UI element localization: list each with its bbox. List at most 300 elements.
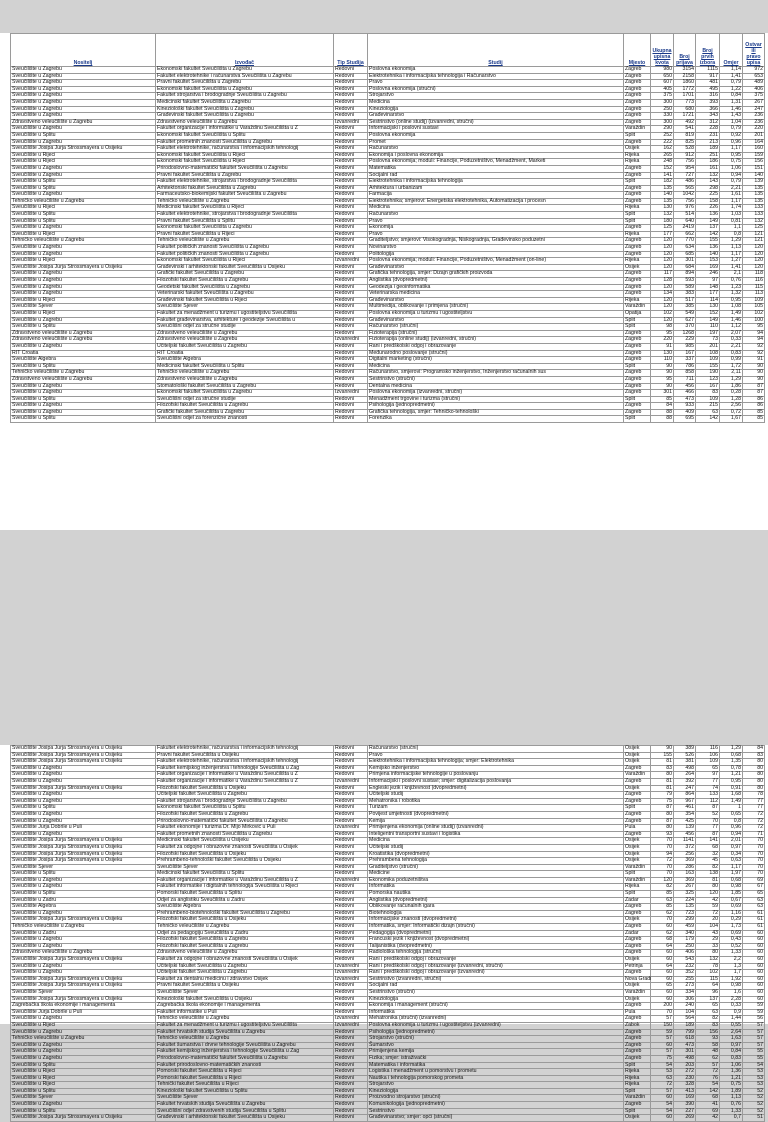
cell-izvodac: Sveučilište Sjever	[156, 989, 334, 996]
cell-ostvarili-upisa: 125	[743, 225, 765, 232]
cell-studij: Računarstvo, smjerovi: Programsko inženjerstvo, Inženjerstvo računalnih sus	[368, 370, 624, 377]
cell-studij: Radiološka tehnologija (stručni)	[368, 950, 624, 957]
cell-prvih-izbora: 225	[696, 192, 720, 199]
cell-prvih-izbora: 1115	[696, 67, 720, 74]
cell-studij: Strojarstvo (stručni)	[368, 1036, 624, 1043]
cell-mjesto: Zagreb	[624, 409, 651, 416]
cell-omjer: 1,67	[720, 416, 743, 423]
cell-ostvarili-upisa: 71	[743, 831, 765, 838]
cell-upisna-kvota: 84	[651, 403, 674, 410]
cell-studij: Pravo	[368, 231, 624, 238]
cell-studij: Geodezija i geoinformatika	[368, 284, 624, 291]
cell-izvodac: Prirodoslovno-matematički fakultet Sveučilišta u Zagrebu	[156, 1055, 334, 1062]
cell-prvih-izbora: 72	[696, 1069, 720, 1076]
cell-studij: Računarstvo	[368, 212, 624, 219]
cell-broj-prijava: 230	[674, 1075, 696, 1082]
cell-ostvarili-upisa: 60	[743, 989, 765, 996]
header-omjer[interactable]: Omjer	[720, 34, 743, 67]
cell-ostvarili-upisa: 65	[743, 891, 765, 898]
cell-izvodac: Fakultet organizacije i informatike u Varaždinu Sveučilišta u Z	[156, 772, 334, 779]
cell-izvodac: Grafički fakultet Sveučilišta u Zagrebu	[156, 409, 334, 416]
cell-studij: Građevinarstvo	[368, 317, 624, 324]
cell-upisna-kvota: 102	[651, 310, 674, 317]
cell-nositelj: Zdravstveno veleučilište u Zagrebu	[11, 950, 156, 957]
cell-studij: Sestrinstvo (online studij) (izvanredni, stručni)	[368, 119, 624, 126]
cell-nositelj: Sveučilište Josipa Jurja Strossmayera u Osijeku	[11, 858, 156, 865]
cell-izvodac: Fakultet elektrotehnike, računarstva i informacijskih tehnologij	[156, 146, 334, 153]
cell-omjer: 0,55	[720, 1022, 743, 1029]
cell-prvih-izbora: 136	[696, 245, 720, 252]
cell-upisna-kvota: 405	[651, 86, 674, 93]
cell-ostvarili-upisa: 94	[743, 330, 765, 337]
cell-nositelj: Sveučilište u Zagrebu	[11, 251, 156, 258]
cell-tip-studija: Izvanredni	[334, 258, 368, 265]
cell-mjesto: Split	[624, 179, 651, 186]
cell-prvih-izbora: 393	[696, 99, 720, 106]
cell-broj-prijava: 723	[674, 910, 696, 917]
cell-omjer: 0,52	[720, 943, 743, 950]
cell-prvih-izbora: 68	[696, 1095, 720, 1102]
cell-studij: Elektrotehnika i informacijska tehnologija	[368, 179, 624, 186]
cell-omjer: 0,75	[720, 1082, 743, 1089]
cell-ostvarili-upisa: 60	[743, 976, 765, 983]
cell-broj-prijava: 514	[674, 212, 696, 219]
cell-omjer: 1,72	[720, 363, 743, 370]
cell-mjesto: Osijek	[624, 264, 651, 271]
cell-omjer: 0,68	[720, 752, 743, 759]
cell-broj-prijava: 227	[674, 1108, 696, 1115]
cell-ostvarili-upisa: 132	[743, 218, 765, 225]
cell-upisna-kvota: 64	[651, 943, 674, 950]
cell-izvodac: Tehnički fakultet Sveučilišta u Rijeci	[156, 1082, 334, 1089]
cell-studij: Fizioterapija (online studij) (izvanredni, stručni)	[368, 337, 624, 344]
cell-omjer: 0,33	[720, 1003, 743, 1010]
cell-prvih-izbora: 155	[696, 363, 720, 370]
cell-ostvarili-upisa: 121	[743, 238, 765, 245]
cell-ostvarili-upisa: 60	[743, 970, 765, 977]
cell-omjer: 1,21	[720, 1075, 743, 1082]
cell-nositelj: Sveučilište u Rijeci	[11, 205, 156, 212]
cell-ostvarili-upisa: 57	[743, 1029, 765, 1036]
cell-tip-studija: Redovni	[334, 884, 368, 891]
cell-nositelj: Sveučilište u Zagrebu	[11, 772, 156, 779]
cell-broj-prijava: 756	[674, 198, 696, 205]
cell-izvodac: Fakultet elektrotehnike, računarstva i informacijskih tehnologij	[156, 746, 334, 753]
cell-upisna-kvota: 130	[651, 350, 674, 357]
cell-upisna-kvota: 252	[651, 132, 674, 139]
cell-broj-prijava: 352	[674, 970, 696, 977]
cell-studij: Nautika i tehnologija pomorskog prometa	[368, 1075, 624, 1082]
cell-ostvarili-upisa: 61	[743, 910, 765, 917]
cell-mjesto: Osijek	[624, 957, 651, 964]
cell-studij: Građevinarstvo	[368, 113, 624, 120]
cell-omjer: 0,94	[720, 172, 743, 179]
cell-ostvarili-upisa: 90	[743, 376, 765, 383]
cell-prvih-izbora: 97	[696, 278, 720, 285]
cell-upisna-kvota: 162	[651, 146, 674, 153]
cell-tip-studija: Redovni	[334, 132, 368, 139]
cell-upisna-kvota: 141	[651, 172, 674, 179]
cell-tip-studija: Redovni	[334, 1042, 368, 1049]
cell-upisna-kvota: 120	[651, 264, 674, 271]
cell-nositelj: Sveučilište u Zagrebu	[11, 383, 156, 390]
cell-nositelj: Zdravstveno veleučilište u Zagrebu	[11, 119, 156, 126]
cell-prvih-izbora: 140	[696, 251, 720, 258]
cell-broj-prijava: 203	[674, 1062, 696, 1069]
cell-omjer: 1,35	[720, 759, 743, 766]
cell-tip-studija: Redovni	[334, 1029, 368, 1036]
cell-omjer: 1,03	[720, 212, 743, 219]
cell-prvih-izbora: 41	[696, 1102, 720, 1109]
cell-studij: Forenzika	[368, 416, 624, 423]
cell-upisna-kvota: 70	[651, 1009, 674, 1016]
cell-upisna-kvota: 80	[651, 825, 674, 832]
cell-omjer: 0,76	[720, 278, 743, 285]
header-nositelj[interactable]: Nositelj	[11, 34, 156, 67]
cell-broj-prijava: 858	[674, 370, 696, 377]
cell-nositelj: Sveučilište u Zagrebu	[11, 1055, 156, 1062]
cell-izvodac: Fakultet elektrotehnike, računarstva i informacijskih tehnologij	[156, 759, 334, 766]
cell-tip-studija: Redovni	[334, 396, 368, 403]
header-tip-studija[interactable]: Tip Studija	[334, 34, 368, 67]
cell-studij: Mehatronika (stručni) (izvanredni)	[368, 1016, 624, 1023]
cell-tip-studija: Redovni	[334, 1115, 368, 1122]
cell-ostvarili-upisa: 201	[743, 132, 765, 139]
cell-nositelj: RIT Croatia	[11, 350, 156, 357]
cell-izvodac: Zdravstveno veleučilište u Zagrebu	[156, 337, 334, 344]
cell-mjesto: Split	[624, 871, 651, 878]
cell-prvih-izbora: 82	[696, 1016, 720, 1023]
table-row	[11, 212, 765, 219]
cell-studij: Komunikologija (jednopredmetni)	[368, 1102, 624, 1109]
cell-prvih-izbora: 83	[696, 390, 720, 397]
cell-broj-prijava: 272	[674, 1069, 696, 1076]
cell-tip-studija: Redovni	[334, 370, 368, 377]
cell-studij: Poslovna ekonomija; moduli: Financije, Poduzetništvo, Menadžment, Marketi	[368, 159, 624, 166]
cell-nositelj: Zagrebačka škola ekonomije i managementa	[11, 1003, 156, 1010]
cell-mjesto: Zagreb	[624, 251, 651, 258]
cell-upisna-kvota: 60	[651, 989, 674, 996]
cell-izvodac: Fakultet hrvatskih studija Sveučilišta u Zagrebu	[156, 1102, 334, 1109]
cell-tip-studija: Redovni	[334, 297, 368, 304]
cell-ostvarili-upisa: 52	[743, 1108, 765, 1115]
cell-ostvarili-upisa: 60	[743, 930, 765, 937]
cell-tip-studija: Redovni	[334, 930, 368, 937]
cell-studij: Turizam	[368, 805, 624, 812]
cell-nositelj: Zdravstveno veleučilište u Zagrebu	[11, 330, 156, 337]
cell-izvodac: Učiteljski fakultet Sveučilišta u Zagrebu	[156, 792, 334, 799]
cell-omjer: 1,12	[720, 324, 743, 331]
cell-mjesto: Zagreb	[624, 337, 651, 344]
cell-omjer: 0,79	[720, 126, 743, 133]
cell-studij: Pedagogija (dvopredmetni)	[368, 930, 624, 937]
cell-studij: Sestrinstvo (izvanredni, stručni)	[368, 976, 624, 983]
cell-tip-studija: Redovni	[334, 139, 368, 146]
cell-ostvarili-upisa: 100	[743, 317, 765, 324]
cell-upisna-kvota: 125	[651, 225, 674, 232]
cell-omjer: 0,8	[720, 818, 743, 825]
header-studij[interactable]: Studij	[368, 34, 624, 67]
cell-studij: Pravo	[368, 80, 624, 87]
cell-upisna-kvota: 300	[651, 119, 674, 126]
cell-mjesto: Zagreb	[624, 139, 651, 146]
table-row	[11, 132, 765, 139]
header-broj-prijava[interactable]: Broj prijava	[674, 34, 696, 67]
cell-nositelj: Sveučilište u Zagrebu	[11, 403, 156, 410]
cell-nositelj: Sveučilište Josipa Jurja Strossmayera u Osijeku	[11, 851, 156, 858]
cell-omjer: 1,49	[720, 798, 743, 805]
cell-tip-studija: Redovni	[334, 950, 368, 957]
cell-prvih-izbora: 142	[696, 1088, 720, 1095]
cell-studij: Informacijski i poslovni sustavi; smjer: digitalizacija poslovanja	[368, 778, 624, 785]
cell-broj-prijava: 369	[674, 877, 696, 884]
cell-nositelj: Sveučilište u Splitu	[11, 416, 156, 423]
cell-studij: Građevinarstvo	[368, 264, 624, 271]
cell-studij: Strojarstvo	[368, 93, 624, 100]
cell-studij: Poslovna ekonomija u turizmu i ugostiteljstvu	[368, 310, 624, 317]
cell-omjer: 1,92	[720, 976, 743, 983]
cell-prvih-izbora: 63	[696, 1009, 720, 1016]
cell-upisna-kvota: 120	[651, 245, 674, 252]
cell-mjesto: Rijeka	[624, 1075, 651, 1082]
cell-nositelj: Sveučilište u Splitu	[11, 396, 156, 403]
cell-prvih-izbora: 96	[696, 989, 720, 996]
cell-studij: Elektrotehnika i informacijska tehnologija i Računarstvo	[368, 73, 624, 80]
cell-omjer: 1,22	[720, 86, 743, 93]
cell-broj-prijava: 1772	[674, 86, 696, 93]
cell-ostvarili-upisa: 267	[743, 99, 765, 106]
cell-upisna-kvota: 222	[651, 139, 674, 146]
page-gap	[0, 530, 768, 745]
cell-mjesto: Zadar	[624, 930, 651, 937]
cell-prvih-izbora: 97	[696, 772, 720, 779]
cell-mjesto: Split	[624, 805, 651, 812]
cell-upisna-kvota: 70	[651, 838, 674, 845]
cell-mjesto: Zagreb	[624, 245, 651, 252]
cell-upisna-kvota: 128	[651, 278, 674, 285]
cell-prvih-izbora: 246	[696, 271, 720, 278]
cell-izvodac: Pravni fakultet Sveučilišta u Zagrebu	[156, 172, 334, 179]
cell-ostvarili-upisa: 57	[743, 1042, 765, 1049]
cell-prvih-izbora: 65	[696, 765, 720, 772]
cell-nositelj: Tehničko veleučilište u Zagrebu	[11, 370, 156, 377]
cell-mjesto: Varaždin	[624, 877, 651, 884]
cell-mjesto: Pula	[624, 1009, 651, 1016]
cell-mjesto: Rijeka	[624, 884, 651, 891]
table-row	[11, 165, 765, 172]
header-mjesto[interactable]: Mjesto	[624, 34, 651, 67]
cell-upisna-kvota: 134	[651, 291, 674, 298]
header-prvih-izbora[interactable]: Broj prvih izbora	[696, 34, 720, 67]
cell-nositelj: Sveučilište u Zagrebu	[11, 792, 156, 799]
cell-upisna-kvota: 290	[651, 126, 674, 133]
cell-prvih-izbora: 52	[696, 811, 720, 818]
cell-prvih-izbora: 158	[696, 198, 720, 205]
cell-nositelj: Tehničko veleučilište u Zagrebu	[11, 238, 156, 245]
cell-broj-prijava: 662	[674, 231, 696, 238]
header-izvodac[interactable]: Izvođač	[156, 34, 334, 67]
cell-upisna-kvota: 62	[651, 910, 674, 917]
cell-nositelj: Sveučilište u Zagrebu	[11, 390, 156, 397]
cell-tip-studija: Redovni	[334, 304, 368, 311]
cell-nositelj: Sveučilište u Zagrebu	[11, 284, 156, 291]
cell-tip-studija: Redovni	[334, 93, 368, 100]
cell-mjesto: Zagreb	[624, 811, 651, 818]
cell-omjer: 1	[720, 805, 743, 812]
cell-nositelj: Sveučilište u Zagrebu	[11, 963, 156, 970]
cell-upisna-kvota: 135	[651, 185, 674, 192]
cell-omjer: 1,17	[720, 198, 743, 205]
cell-izvodac: Filozofski fakultet Sveučilišta u Osijeku	[156, 785, 334, 792]
cell-studij: Psihologija (jednopredmetni)	[368, 1029, 624, 1036]
cell-upisna-kvota: 87	[651, 805, 674, 812]
cell-mjesto: Zagreb	[624, 330, 651, 337]
cell-tip-studija: Izvanredni	[334, 119, 368, 126]
table-header-row	[11, 34, 765, 67]
cell-izvodac: Fakultet informatike i digitalnih tehnologija Sveučilišta u Rijeci	[156, 884, 334, 891]
cell-izvodac: Fakultet prometnih znanosti Sveučilišta u Zagrebu	[156, 139, 334, 146]
cell-tip-studija: Redovni	[334, 1108, 368, 1115]
cell-broj-prijava: 593	[674, 278, 696, 285]
cell-broj-prijava: 985	[674, 343, 696, 350]
cell-upisna-kvota: 85	[651, 396, 674, 403]
cell-omjer: 0,9	[720, 1009, 743, 1016]
cell-nositelj: Sveučilište u Zagrebu	[11, 86, 156, 93]
cell-mjesto: Zagreb	[624, 1029, 651, 1036]
cell-nositelj: Sveučilište u Splitu	[11, 1062, 156, 1069]
cell-tip-studija: Redovni	[334, 126, 368, 133]
cell-broj-prijava: 299	[674, 917, 696, 924]
cell-nositelj: Sveučilište Jurja Dobrile u Puli	[11, 825, 156, 832]
cell-ostvarili-upisa: 80	[743, 759, 765, 766]
document-page-1	[0, 33, 768, 530]
cell-izvodac: Fakultet hrvatskih studija Sveučilišta u Zagrebu	[156, 1029, 334, 1036]
cell-nositelj: Sveučilište u Splitu	[11, 891, 156, 898]
cell-nositelj: Sveučilište Josipa Jurja Strossmayera u Osijeku	[11, 844, 156, 851]
cell-prvih-izbora: 80	[696, 950, 720, 957]
cell-broj-prijava: 492	[674, 119, 696, 126]
cell-ostvarili-upisa: 115	[743, 284, 765, 291]
cell-nositelj: Sveučilište u Zagrebu	[11, 884, 156, 891]
cell-upisna-kvota: 177	[651, 231, 674, 238]
cell-upisna-kvota: 110	[651, 357, 674, 364]
cell-izvodac: Sveučilište Sjever	[156, 864, 334, 871]
cell-studij: Medicina	[368, 363, 624, 370]
cell-izvodac: Medicinski fakultet Sveučilišta u Splitu	[156, 871, 334, 878]
cell-nositelj: Sveučilište Jurja Dobrile u Puli	[11, 1009, 156, 1016]
cell-broj-prijava: 3154	[674, 67, 696, 74]
cell-izvodac: Kineziološki fakultet Sveučilišta u Splitu	[156, 1088, 334, 1095]
cell-studij: Anglistika (dvopredmetni)	[368, 278, 624, 285]
cell-tip-studija: Redovni	[334, 818, 368, 825]
cell-omjer: 2,01	[720, 838, 743, 845]
cell-nositelj: Sveučilište u Zagrebu	[11, 409, 156, 416]
cell-ostvarili-upisa: 69	[743, 877, 765, 884]
cell-mjesto: Rijeka	[624, 205, 651, 212]
cell-izvodac: Tehničko veleučilište u Zagrebu	[156, 924, 334, 931]
cell-broj-prijava: 163	[674, 871, 696, 878]
cell-ostvarili-upisa: 86	[743, 403, 765, 410]
cell-nositelj: Sveučilište Josipa Jurja Strossmayera u Osijeku	[11, 146, 156, 153]
cell-mjesto: Zagreb	[624, 1003, 651, 1010]
cell-studij: Poslovna ekonomija	[368, 67, 624, 74]
cell-upisna-kvota: 330	[651, 113, 674, 120]
cell-omjer: 0,95	[720, 778, 743, 785]
cell-tip-studija: Redovni	[334, 765, 368, 772]
cell-upisna-kvota: 90	[651, 370, 674, 377]
cell-izvodac: Kineziološki fakultet Sveučilišta u Osijeku	[156, 996, 334, 1003]
cell-broj-prijava: 389	[674, 746, 696, 753]
cell-izvodac: Fakultet za menadžment u turizmu i ugostiteljstvu Sveučilišta	[156, 310, 334, 317]
cell-ostvarili-upisa: 90	[743, 370, 765, 377]
cell-mjesto: Zagreb	[624, 937, 651, 944]
cell-upisna-kvota: 301	[651, 390, 674, 397]
cell-omjer: 0,83	[720, 1055, 743, 1062]
cell-izvodac: Pravni fakultet Sveučilišta u Osijeku	[156, 752, 334, 759]
cell-broj-prijava: 799	[674, 1029, 696, 1036]
cell-mjesto: Zagreb	[624, 1102, 651, 1109]
cell-upisna-kvota: 150	[651, 1022, 674, 1029]
cell-omjer: 0,99	[720, 357, 743, 364]
header-upisna-kvota[interactable]: Ukupna upisna kvota	[651, 34, 674, 67]
cell-izvodac: Učiteljski fakultet Sveučilišta u Zagrebu	[156, 970, 334, 977]
cell-nositelj: Sveučilište u Zagrebu	[11, 943, 156, 950]
cell-ostvarili-upisa: 57	[743, 1022, 765, 1029]
cell-broj-prijava: 385	[674, 304, 696, 311]
cell-broj-prijava: 337	[674, 357, 696, 364]
cell-omjer: 0,34	[720, 851, 743, 858]
header-ostvarili-upisa[interactable]: Ostvar ili pravo upisa	[743, 34, 765, 67]
cell-izvodac: Ekonomski fakultet Sveučilišta u Rijeci	[156, 258, 334, 265]
cell-broj-prijava: 392	[674, 778, 696, 785]
cell-prvih-izbora: 298	[696, 185, 720, 192]
cell-prvih-izbora: 153	[696, 258, 720, 265]
cell-nositelj: Sveučilište u Zagrebu	[11, 99, 156, 106]
cell-broj-prijava: 390	[674, 1102, 696, 1109]
cell-omjer: 1,16	[720, 910, 743, 917]
cell-broj-prijava: 334	[674, 989, 696, 996]
cell-tip-studija: Redovni	[334, 772, 368, 779]
cell-broj-prijava: 541	[674, 126, 696, 133]
cell-upisna-kvota: 81	[651, 759, 674, 766]
cell-upisna-kvota: 75	[651, 1055, 674, 1062]
cell-ostvarili-upisa: 105	[743, 304, 765, 311]
cell-nositelj: Sveučilište u Zagrebu	[11, 165, 156, 172]
cell-studij: Multimedija, oblikovanje i primjena (stručni)	[368, 304, 624, 311]
cell-izvodac: Fakultet elektrotehnike, strojarstva i brodogradnje Sveučilišta	[156, 212, 334, 219]
cell-broj-prijava: 498	[674, 1055, 696, 1062]
cell-mjesto: Osijek	[624, 858, 651, 865]
cell-ostvarili-upisa: 67	[743, 884, 765, 891]
cell-nositelj: Sveučilište u Splitu	[11, 1088, 156, 1095]
cell-broj-prijava: 250	[674, 943, 696, 950]
cell-omjer: 0,97	[720, 1042, 743, 1049]
cell-upisna-kvota: 265	[651, 152, 674, 159]
cell-mjesto: Zagreb	[624, 73, 651, 80]
cell-omjer: 0,95	[720, 297, 743, 304]
cell-ostvarili-upisa: 70	[743, 844, 765, 851]
cell-tip-studija: Redovni	[334, 746, 368, 753]
cell-nositelj: Sveučilište u Zagrebu	[11, 811, 156, 818]
cell-tip-studija: Redovni	[334, 343, 368, 350]
cell-prvih-izbora: 62	[696, 1055, 720, 1062]
cell-studij: Dentalna medicina	[368, 383, 624, 390]
table-row	[11, 1055, 765, 1062]
cell-broj-prijava: 269	[674, 1115, 696, 1122]
cell-broj-prijava: 685	[674, 251, 696, 258]
cell-broj-prijava: 627	[674, 317, 696, 324]
cell-izvodac: Veterinarski fakultet Sveučilišta u Zagrebu	[156, 291, 334, 298]
